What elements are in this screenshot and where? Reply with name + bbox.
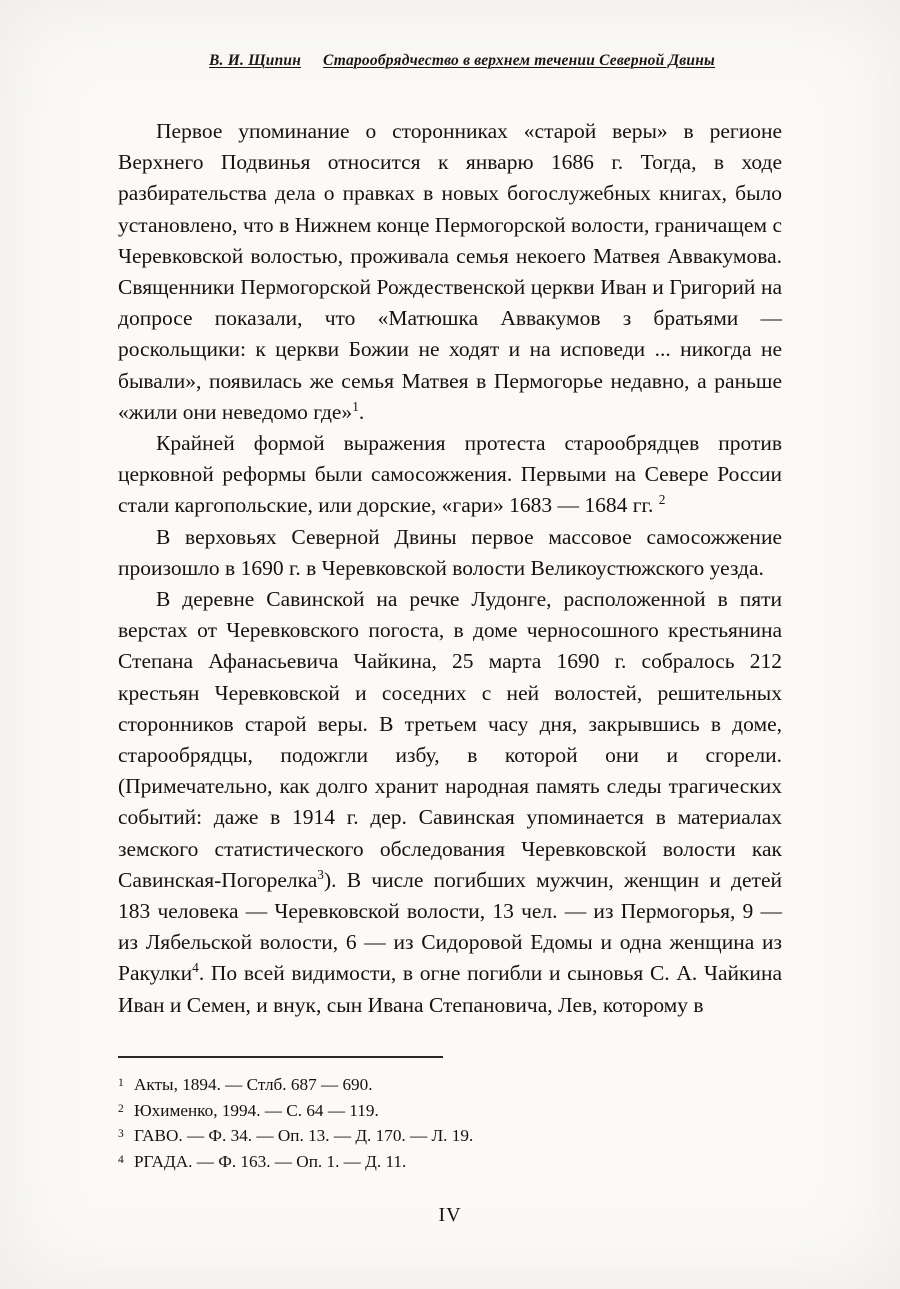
footnotes-section: [118, 1056, 782, 1174]
footnote-separator-rule: [118, 1056, 443, 1058]
paragraph-1: [118, 116, 782, 428]
paragraph-4-tail-2: . По всей видимости, в огне погибли и сыновья С. А. Чайкина Иван и Семен, и внук, сын Ивана Степановича, Лев, которому в: [118, 961, 782, 1017]
footnote-ref-1: 1: [352, 398, 359, 414]
footnote-ref-3: 3: [317, 866, 324, 882]
paragraph-4-tail: ). В числе погибших мужчин, женщин и детей 183 человека — Черевковской волости, 13 чел. — из Пермогорья, 9 — из Лябельской волости, 6 — из Сидоровой Едомы и одна женщина из Ракулки: [118, 867, 782, 986]
paragraph-4: [118, 584, 782, 1021]
footnote-ref-4: 4: [192, 960, 199, 976]
footnote-ref-2: 2: [658, 492, 666, 508]
running-head-author: В. И. Щипин: [209, 52, 302, 69]
paragraph-3: [118, 522, 782, 584]
paragraph-1-tail: .: [358, 399, 365, 424]
footnote-item: [118, 1098, 782, 1124]
paragraph-1-text: Первое упоминание о сторонниках «старой веры» в регионе Верхнего Подвинья относится к январю 1686 г. Тогда, в ходе разбирательства дела о правках в новых богослужебных книгах, было установлено, что в Нижнем конце Пермогорской волости, граничащем с Черевковской волостью, проживала семья некоего Матвея Аввакумова. Священники Пермогорской Рождественской церкви Иван и Григорий на допросе показали, что «Матюшка Аввакумов з братьями — роскольщики: к церкви Божии не ходят и на исповеди ... никогда не бывали», появилась же семья Матвея в Пермогорье недавно, а раньше «жили они неведомо где»: [118, 119, 782, 424]
footnote-list: [118, 1072, 782, 1174]
page-number: IV: [438, 1204, 462, 1226]
paragraph-4-text: В деревне Савинской на речке Лудонге, расположенной в пяти верстах от Черевковского погоста, в доме черносошного крестьянина Степана Афанасьевича Чайкина, 25 марта 1690 г. собралось 212 крестьян Черевковской и соседних с ней волостей, решительных сторонников старой веры. В третьем часу дня, закрывшись в доме, старообрядцы, подожгли избу, в которой они и сгорели. (Примечательно, как долго хранит народная память следы трагических событий: даже в 1914 г. дер. Савинская упоминается в материалах земского статистического обследования Черевковской волости как Савинская-Погорелка: [118, 587, 782, 892]
footnote-item: [118, 1072, 782, 1098]
footnote-text: Акты, 1894. — Стлб. 687 — 690.: [134, 1075, 373, 1094]
paragraph-2: [118, 428, 782, 522]
footnote-text: ГАВО. — Ф. 34. — Оп. 13. — Д. 170. — Л. 19.: [134, 1126, 474, 1146]
running-head: [118, 52, 782, 70]
footnote-number: 4: [118, 1153, 124, 1166]
paragraph-2-text: Крайней формой выражения протеста старообрядцев против церковной реформы были самосожжения. Первыми на Севере России стали каргопольские, или дорские, «гари» 1683 — 1684 гг.: [118, 431, 782, 518]
footnote-item: [118, 1123, 782, 1149]
footnote-text: РГАДА. — Ф. 163. — Оп. 1. — Д. 11.: [134, 1151, 407, 1171]
footnote-item: [118, 1149, 782, 1175]
body-text: [118, 116, 782, 1021]
page-content-area: [118, 52, 782, 1232]
running-head-title: Старообрядчество в верхнем течении Северной Двины: [323, 52, 715, 69]
footnote-number: 1: [118, 1077, 124, 1089]
paragraph-3-text: В верховьях Северной Двины первое массовое самосожжение произошло в 1690 г. в Черевковской волости Великоустюжского уезда.: [118, 524, 782, 580]
footnote-text: Юхименко, 1994. — С. 64 — 119.: [134, 1100, 379, 1120]
footnote-number: 3: [118, 1128, 124, 1141]
footnote-number: 2: [118, 1102, 124, 1115]
